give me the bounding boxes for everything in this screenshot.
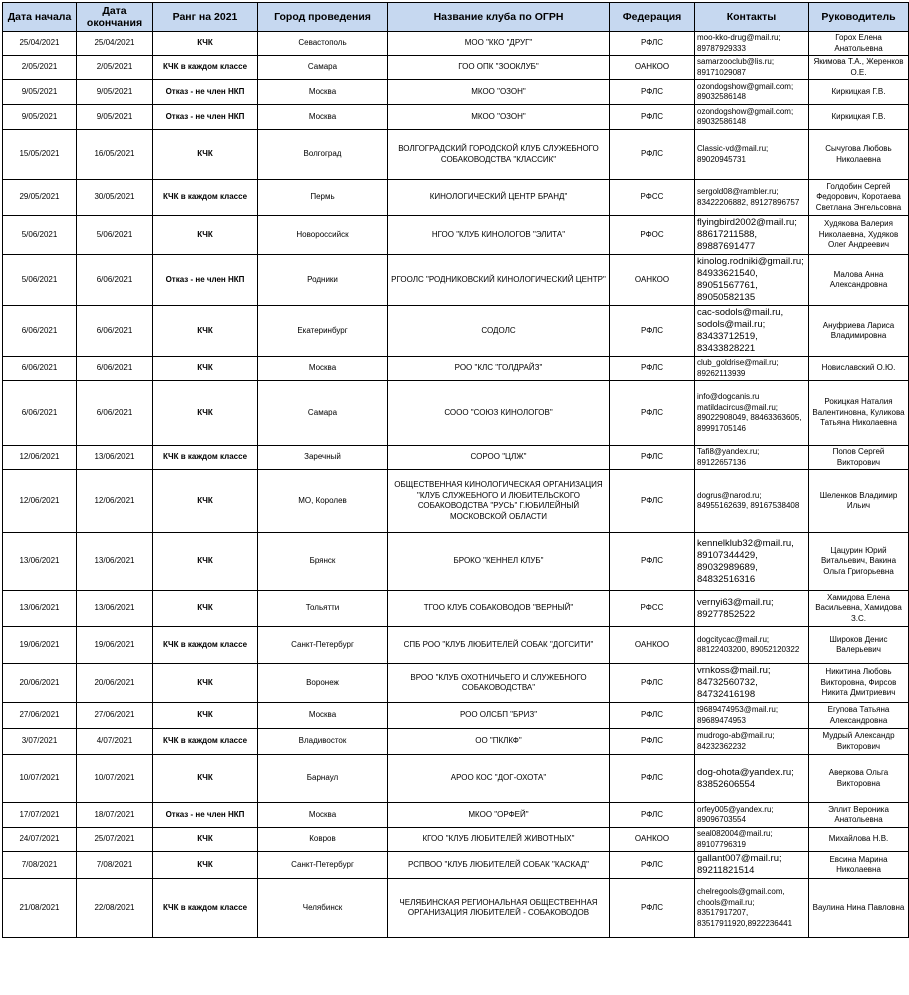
cell-start-date: 19/06/2021 — [3, 627, 77, 664]
cell-federation: РФЛС — [610, 357, 695, 381]
cell-manager: Рокицкая Наталия Валентиновна, Куликова Татьяна Николаевна — [809, 381, 909, 446]
cell-end-date: 6/06/2021 — [77, 381, 153, 446]
cell-city: Тольятти — [258, 591, 388, 627]
cell-rank: КЧК — [153, 216, 258, 255]
cell-rank: Отказ - не член НКП — [153, 105, 258, 130]
table-row — [3, 381, 909, 446]
cell-start-date: 24/07/2021 — [3, 828, 77, 852]
cell-end-date: 5/06/2021 — [77, 216, 153, 255]
cell-federation: РФСС — [610, 591, 695, 627]
cell-manager: Егупова Татьяна Александровна — [809, 703, 909, 729]
cell-city: Новороссийск — [258, 216, 388, 255]
cell-manager: Эллит Вероника Анатольевна — [809, 803, 909, 828]
cell-end-date: 25/04/2021 — [77, 32, 153, 56]
cell-contacts: kinolog.rodniki@gmail.ru; 84933621540, 89051567761, 89050582135 — [695, 255, 809, 306]
header-federation: Федерация — [610, 3, 695, 32]
cell-city: Пермь — [258, 180, 388, 216]
cell-club-name: ГОО ОПК "ЗООКЛУБ" — [388, 56, 610, 80]
table-row — [3, 533, 909, 591]
cell-start-date: 12/06/2021 — [3, 446, 77, 470]
header-end-date: Дата окончания — [77, 3, 153, 32]
cell-start-date: 17/07/2021 — [3, 803, 77, 828]
cell-manager: Широков Денис Валерьевич — [809, 627, 909, 664]
header-club-name: Название клуба по ОГРН — [388, 3, 610, 32]
cell-end-date: 10/07/2021 — [77, 755, 153, 803]
table-row — [3, 216, 909, 255]
cell-start-date: 10/07/2021 — [3, 755, 77, 803]
cell-manager: Горох Елена Анатольевна — [809, 32, 909, 56]
cell-city: МО, Королев — [258, 470, 388, 533]
cell-contacts: gallant007@mail.ru; 89211821514 — [695, 852, 809, 879]
cell-federation: ОАНКОО — [610, 828, 695, 852]
cell-contacts: info@dogcanis.ru matildacircus@mail.ru; 89022908049, 88463363605, 89991705146 — [695, 381, 809, 446]
cell-club-name: РГООЛС "РОДНИКОВСКИЙ КИНОЛОГИЧЕСКИЙ ЦЕНТР" — [388, 255, 610, 306]
cell-contacts: kennelklub32@mail.ru, 89107344429, 89032989689, 84832516316 — [695, 533, 809, 591]
cell-club-name: КГОО "КЛУБ ЛЮБИТЕЛЕЙ ЖИВОТНЫХ" — [388, 828, 610, 852]
cell-club-name: МОО "ККО "ДРУГ" — [388, 32, 610, 56]
cell-city: Родники — [258, 255, 388, 306]
cell-city: Екатеринбург — [258, 306, 388, 357]
cell-rank: КЧК — [153, 755, 258, 803]
table-row — [3, 56, 909, 80]
cell-federation: РФЛС — [610, 80, 695, 105]
cell-contacts: samarzooclub@lis.ru; 89171029087 — [695, 56, 809, 80]
cell-start-date: 25/04/2021 — [3, 32, 77, 56]
cell-end-date: 25/07/2021 — [77, 828, 153, 852]
table-row — [3, 879, 909, 938]
cell-city: Санкт-Петербург — [258, 852, 388, 879]
cell-start-date: 29/05/2021 — [3, 180, 77, 216]
cell-end-date: 9/05/2021 — [77, 105, 153, 130]
header-city: Город проведения — [258, 3, 388, 32]
cell-contacts: sergold08@rambler.ru; 83422206882, 89127896757 — [695, 180, 809, 216]
cell-club-name: МКОО "ОЗОН" — [388, 105, 610, 130]
cell-end-date: 19/06/2021 — [77, 627, 153, 664]
cell-rank: КЧК в каждом классе — [153, 446, 258, 470]
table-row — [3, 852, 909, 879]
cell-end-date: 7/08/2021 — [77, 852, 153, 879]
cell-rank: КЧК — [153, 381, 258, 446]
cell-manager: Шеленков Владимир Ильич — [809, 470, 909, 533]
cell-manager: Евсина Марина Николаевна — [809, 852, 909, 879]
cell-club-name: СОДОЛС — [388, 306, 610, 357]
cell-federation: РФЛС — [610, 446, 695, 470]
cell-city: Барнаул — [258, 755, 388, 803]
cell-end-date: 22/08/2021 — [77, 879, 153, 938]
cell-end-date: 6/06/2021 — [77, 357, 153, 381]
cell-start-date: 2/05/2021 — [3, 56, 77, 80]
header-row — [3, 3, 909, 32]
cell-club-name: ТГОО КЛУБ СОБАКОВОДОВ "ВЕРНЫЙ" — [388, 591, 610, 627]
cell-club-name: ОО "ПКЛКФ" — [388, 729, 610, 755]
cell-manager: Якимова Т.А., Жеренков О.Е. — [809, 56, 909, 80]
cell-rank: КЧК — [153, 828, 258, 852]
table-body — [3, 32, 909, 938]
cell-federation: РФЛС — [610, 32, 695, 56]
cell-club-name: СПБ РОО "КЛУБ ЛЮБИТЕЛЕЙ СОБАК "ДОГСИТИ" — [388, 627, 610, 664]
cell-contacts: vernyi63@mail.ru; 89277852522 — [695, 591, 809, 627]
cell-contacts: moo-kko-drug@mail.ru; 89787929333 — [695, 32, 809, 56]
cell-contacts: ozondogshow@gmail.com; 89032586148 — [695, 105, 809, 130]
cell-club-name: СООО "СОЮЗ КИНОЛОГОВ" — [388, 381, 610, 446]
cell-start-date: 5/06/2021 — [3, 255, 77, 306]
cell-start-date: 9/05/2021 — [3, 80, 77, 105]
cell-start-date: 21/08/2021 — [3, 879, 77, 938]
cell-club-name: ВРОО "КЛУБ ОХОТНИЧЬЕГО И СЛУЖЕБНОГО СОБАКОВОДСТВА" — [388, 664, 610, 703]
cell-end-date: 27/06/2021 — [77, 703, 153, 729]
cell-manager: Попов Сергей Викторович — [809, 446, 909, 470]
cell-club-name: КИНОЛОГИЧЕСКИЙ ЦЕНТР БРАНД" — [388, 180, 610, 216]
cell-end-date: 2/05/2021 — [77, 56, 153, 80]
cell-contacts: seal082004@mail.ru; 89107796319 — [695, 828, 809, 852]
cell-city: Самара — [258, 56, 388, 80]
cell-federation: ОАНКОО — [610, 255, 695, 306]
cell-manager: Голдобин Сергей Федорович, Коротаева Светлана Энгельсовна — [809, 180, 909, 216]
events-table — [2, 2, 909, 938]
table-row — [3, 591, 909, 627]
cell-end-date: 6/06/2021 — [77, 255, 153, 306]
cell-end-date: 18/07/2021 — [77, 803, 153, 828]
cell-rank: Отказ - не член НКП — [153, 255, 258, 306]
cell-club-name: РСПВОО "КЛУБ ЛЮБИТЕЛЕЙ СОБАК "КАСКАД" — [388, 852, 610, 879]
cell-manager: Киркицкая Г.В. — [809, 105, 909, 130]
cell-federation: РФЛС — [610, 533, 695, 591]
cell-start-date: 5/06/2021 — [3, 216, 77, 255]
table-row — [3, 703, 909, 729]
cell-manager: Мудрый Александр Викторович — [809, 729, 909, 755]
cell-start-date: 13/06/2021 — [3, 533, 77, 591]
cell-start-date: 20/06/2021 — [3, 664, 77, 703]
cell-start-date: 6/06/2021 — [3, 306, 77, 357]
cell-federation: РФЛС — [610, 852, 695, 879]
cell-contacts: chelregools@gmail.com, chools@mail.ru; 83517917207, 83517911920,8922236441 — [695, 879, 809, 938]
cell-rank: КЧК в каждом классе — [153, 627, 258, 664]
cell-manager: Новиславский О.Ю. — [809, 357, 909, 381]
cell-manager: Сычугова Любовь Николаевна — [809, 130, 909, 180]
cell-end-date: 13/06/2021 — [77, 591, 153, 627]
cell-rank: КЧК в каждом классе — [153, 729, 258, 755]
cell-federation: ОАНКОО — [610, 627, 695, 664]
cell-start-date: 27/06/2021 — [3, 703, 77, 729]
cell-city: Воронеж — [258, 664, 388, 703]
cell-club-name: МКОО "ОЗОН" — [388, 80, 610, 105]
cell-rank: Отказ - не член НКП — [153, 80, 258, 105]
cell-federation: РФЛС — [610, 664, 695, 703]
cell-manager: Малова Анна Александровна — [809, 255, 909, 306]
cell-rank: КЧК — [153, 130, 258, 180]
cell-end-date: 30/05/2021 — [77, 180, 153, 216]
cell-city: Севастополь — [258, 32, 388, 56]
cell-contacts: orfey005@yandex.ru; 89096703554 — [695, 803, 809, 828]
cell-club-name: СОРОО "ЦЛЖ" — [388, 446, 610, 470]
cell-rank: КЧК — [153, 32, 258, 56]
table-row — [3, 105, 909, 130]
cell-end-date: 13/06/2021 — [77, 533, 153, 591]
header-rank: Ранг на 2021 — [153, 3, 258, 32]
cell-contacts: dogrus@narod.ru; 84955162639, 89167538408 — [695, 470, 809, 533]
cell-rank: КЧК — [153, 591, 258, 627]
cell-club-name: БРОКО "КЕННЕЛ КЛУБ" — [388, 533, 610, 591]
cell-end-date: 4/07/2021 — [77, 729, 153, 755]
cell-city: Москва — [258, 80, 388, 105]
cell-club-name: МКОО "ОРФЕЙ" — [388, 803, 610, 828]
cell-city: Челябинск — [258, 879, 388, 938]
cell-contacts: club_goldrise@mail.ru; 89262113939 — [695, 357, 809, 381]
cell-contacts: ozondogshow@gmail.com; 89032586148 — [695, 80, 809, 105]
cell-rank: КЧК — [153, 470, 258, 533]
cell-rank: КЧК в каждом классе — [153, 879, 258, 938]
cell-city: Брянск — [258, 533, 388, 591]
cell-city: Санкт-Петербург — [258, 627, 388, 664]
cell-manager: Киркицкая Г.В. — [809, 80, 909, 105]
cell-club-name: РОО "КЛС "ГОЛДРАЙЗ" — [388, 357, 610, 381]
cell-rank: Отказ - не член НКП — [153, 803, 258, 828]
cell-rank: КЧК — [153, 306, 258, 357]
cell-club-name: ВОЛГОГРАДСКИЙ ГОРОДСКОЙ КЛУБ СЛУЖЕБНОГО СОБАКОВОДСТВА "КЛАССИК" — [388, 130, 610, 180]
header-start-date: Дата начала — [3, 3, 77, 32]
cell-contacts: flyingbird2002@mail.ru; 88617211588, 89887691477 — [695, 216, 809, 255]
cell-contacts: Tafi8@yandex.ru; 89122657136 — [695, 446, 809, 470]
cell-start-date: 6/06/2021 — [3, 381, 77, 446]
cell-manager: Цацурин Юрий Витальевич, Вакина Ольга Григорьевна — [809, 533, 909, 591]
cell-manager: Худякова Валерия Николаевна, Худяков Олег Андреевич — [809, 216, 909, 255]
cell-start-date: 15/05/2021 — [3, 130, 77, 180]
table-row — [3, 180, 909, 216]
cell-club-name: ЧЕЛЯБИНСКАЯ РЕГИОНАЛЬНАЯ ОБЩЕСТВЕННАЯ ОРГАНИЗАЦИЯ ЛЮБИТЕЛЕЙ - СОБАКОВОДОВ — [388, 879, 610, 938]
table-row — [3, 357, 909, 381]
cell-manager: Аверкова Ольга Викторовна — [809, 755, 909, 803]
cell-start-date: 9/05/2021 — [3, 105, 77, 130]
cell-city: Москва — [258, 357, 388, 381]
header-contacts: Контакты — [695, 3, 809, 32]
cell-start-date: 13/06/2021 — [3, 591, 77, 627]
cell-city: Владивосток — [258, 729, 388, 755]
table-row — [3, 803, 909, 828]
table-row — [3, 755, 909, 803]
table-row — [3, 306, 909, 357]
cell-federation: РФЛС — [610, 105, 695, 130]
cell-manager: Ваулина Нина Павловна — [809, 879, 909, 938]
cell-rank: КЧК в каждом классе — [153, 180, 258, 216]
cell-rank: КЧК — [153, 852, 258, 879]
cell-manager: Михайлова Н.В. — [809, 828, 909, 852]
cell-city: Волгоград — [258, 130, 388, 180]
cell-city: Заречный — [258, 446, 388, 470]
cell-contacts: dogcitycac@mail.ru; 88122403200, 89052120322 — [695, 627, 809, 664]
cell-federation: РФЛС — [610, 306, 695, 357]
cell-city: Москва — [258, 105, 388, 130]
cell-federation: РФЛС — [610, 879, 695, 938]
cell-contacts: t9689474953@mail.ru; 89689474953 — [695, 703, 809, 729]
cell-federation: РФЛС — [610, 470, 695, 533]
table-row — [3, 729, 909, 755]
cell-club-name: РОО ОЛСБП "БРИЗ" — [388, 703, 610, 729]
cell-contacts: mudrogo-ab@mail.ru; 84232362232 — [695, 729, 809, 755]
cell-rank: КЧК — [153, 357, 258, 381]
cell-start-date: 6/06/2021 — [3, 357, 77, 381]
table-row — [3, 446, 909, 470]
cell-end-date: 16/05/2021 — [77, 130, 153, 180]
cell-city: Самара — [258, 381, 388, 446]
cell-city: Москва — [258, 803, 388, 828]
cell-federation: РФЛС — [610, 703, 695, 729]
cell-federation: ОАНКОО — [610, 56, 695, 80]
cell-contacts: dog-ohota@yandex.ru; 83852606554 — [695, 755, 809, 803]
cell-federation: РФЛС — [610, 803, 695, 828]
cell-end-date: 20/06/2021 — [77, 664, 153, 703]
cell-rank: КЧК — [153, 533, 258, 591]
cell-start-date: 3/07/2021 — [3, 729, 77, 755]
cell-club-name: АРОО КОС "ДОГ-ОХОТА" — [388, 755, 610, 803]
table-row — [3, 80, 909, 105]
cell-contacts: Classic-vd@mail.ru; 89020945731 — [695, 130, 809, 180]
table-row — [3, 627, 909, 664]
cell-federation: РФЛС — [610, 729, 695, 755]
cell-contacts: vrnkoss@mail.ru; 84732560732, 84732416198 — [695, 664, 809, 703]
cell-end-date: 13/06/2021 — [77, 446, 153, 470]
cell-federation: РФСС — [610, 180, 695, 216]
table-row — [3, 470, 909, 533]
cell-rank: КЧК — [153, 664, 258, 703]
cell-end-date: 6/06/2021 — [77, 306, 153, 357]
cell-rank: КЧК в каждом классе — [153, 56, 258, 80]
cell-manager: Хамидова Елена Васильевна, Хамидова З.С. — [809, 591, 909, 627]
cell-manager: Никитина Любовь Викторовна, Фирсов Никита Дмитриевич — [809, 664, 909, 703]
cell-rank: КЧК — [153, 703, 258, 729]
table-row — [3, 255, 909, 306]
cell-federation: РФОС — [610, 216, 695, 255]
cell-manager: Ануфриева Лариса Владимировна — [809, 306, 909, 357]
cell-city: Ковров — [258, 828, 388, 852]
cell-contacts: cac-sodols@mail.ru, sodols@mail.ru; 83433712519, 83433828221 — [695, 306, 809, 357]
cell-start-date: 7/08/2021 — [3, 852, 77, 879]
table-row — [3, 32, 909, 56]
header-manager: Руководитель — [809, 3, 909, 32]
table-row — [3, 828, 909, 852]
table-row — [3, 664, 909, 703]
cell-federation: РФЛС — [610, 755, 695, 803]
cell-club-name: ОБЩЕСТВЕННАЯ КИНОЛОГИЧЕСКАЯ ОРГАНИЗАЦИЯ "КЛУБ СЛУЖЕБНОГО И ЛЮБИТЕЛЬСКОГО СОБАКОВОДСТВА "РУСЬ" Г.ЮБИЛЕЙНЫЙ МОСКОВСКОЙ ОБЛАСТИ — [388, 470, 610, 533]
table-row — [3, 130, 909, 180]
cell-end-date: 12/06/2021 — [77, 470, 153, 533]
cell-start-date: 12/06/2021 — [3, 470, 77, 533]
cell-end-date: 9/05/2021 — [77, 80, 153, 105]
cell-club-name: НГОО "КЛУБ КИНОЛОГОВ "ЭЛИТА" — [388, 216, 610, 255]
cell-federation: РФЛС — [610, 381, 695, 446]
cell-federation: РФЛС — [610, 130, 695, 180]
cell-city: Москва — [258, 703, 388, 729]
